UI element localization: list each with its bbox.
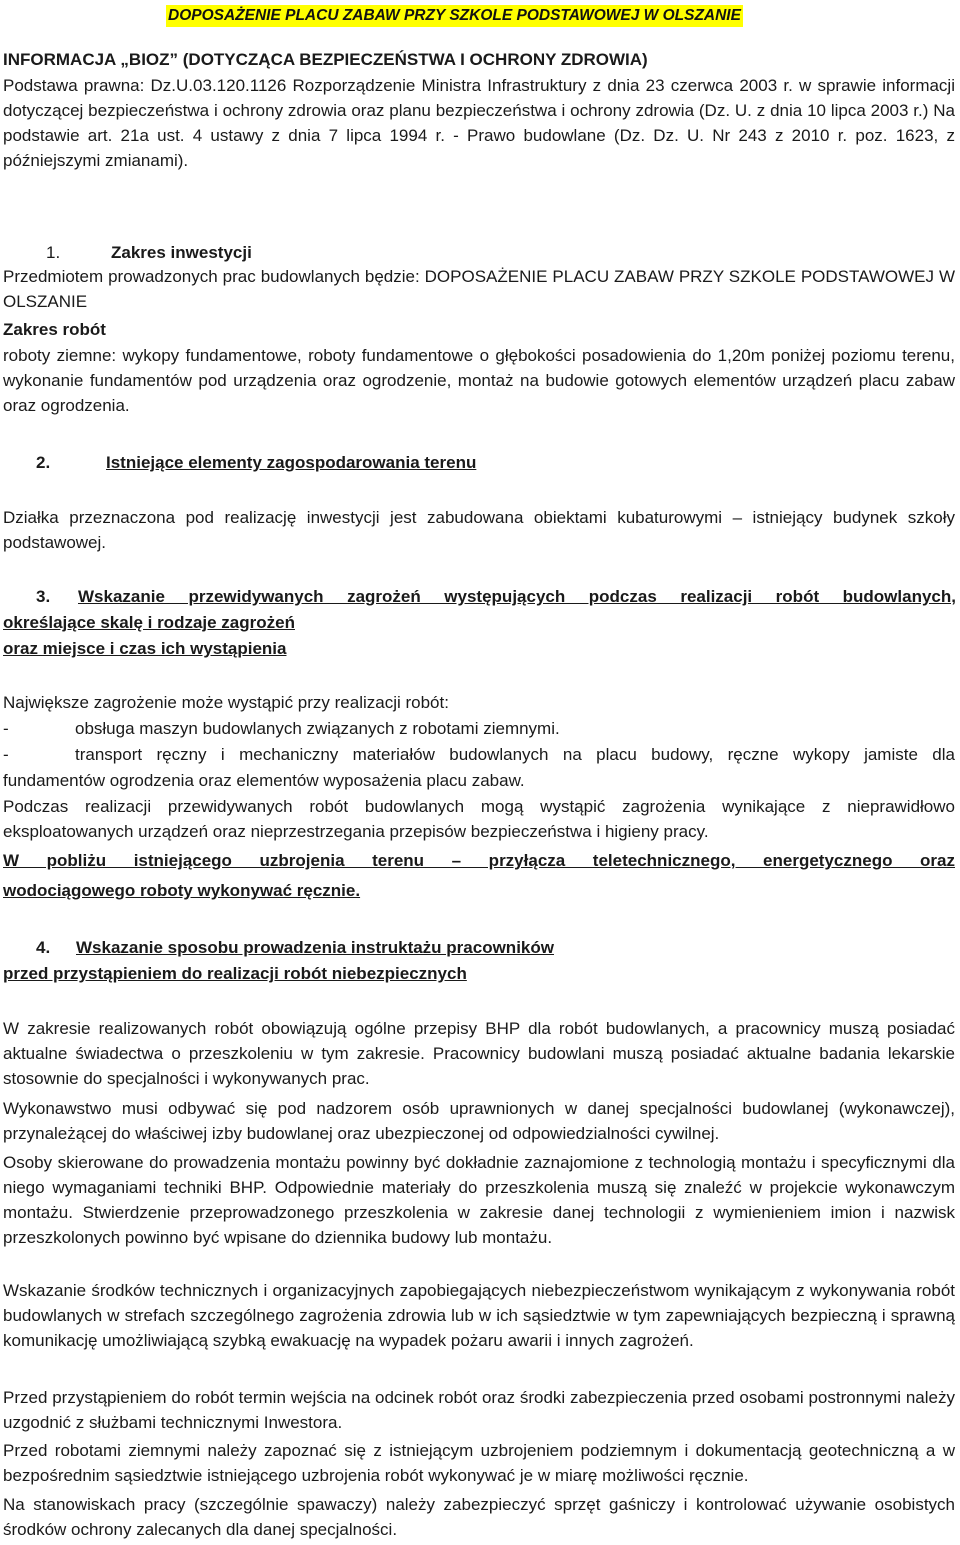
section-4-number: 4.	[36, 938, 51, 957]
section-1-number: 1.	[46, 243, 61, 262]
hazard-list-item	[3, 716, 955, 741]
document-banner: DOPOSAŻENIE PLACU ZABAW PRZY SZKOLE PODSTAWOWEJ W OLSZANIE	[166, 5, 743, 27]
section-1-subtitle: Zakres robót	[3, 320, 106, 339]
list-dash: -	[3, 745, 9, 764]
section-3-title-line3: oraz miejsce i czas ich wystąpienia	[3, 639, 287, 658]
section-4-title-line1: Wskazanie sposobu prowadzenia instruktażu pracowników	[76, 938, 554, 957]
section-4-heading-line1	[36, 935, 936, 960]
section-1-scope-text: roboty ziemne: wykopy fundamentowe, roboty fundamentowe o głębokości posadowienia do 1,20m poniżej poziomu terenu, wykonanie fundamentów pod urządzenia oraz ogrodzenie, montaż na budowie gotowych elementów urządzeń placu zabaw oraz ogrodzenia.	[3, 346, 955, 415]
section-4-title-line2: przed przystąpieniem do realizacji robót niebezpiecznych	[3, 964, 467, 983]
section-4-paragraph: Na stanowiskach pracy (szczególnie spawaczy) należy zabezpieczyć sprzęt gaśniczy i kontrolować używanie osobistych środków ochrony zalecanych dla danej specjalności.	[3, 1495, 955, 1539]
section-4-paragraph: Przed przystąpieniem do robót termin wejścia na odcinek robót oraz środki zabezpieczenia przed osobami postronnymi należy uzgodnić z służbami technicznymi Inwestora.	[3, 1388, 955, 1432]
warning-line2: wodociągowego roboty wykonywać ręcznie.	[3, 881, 361, 900]
section-2-heading	[36, 450, 936, 475]
section-4-paragraph: W zakresie realizowanych robót obowiązują ogólne przepisy BHP dla robót budowlanych, a pracownicy muszą posiadać aktualne świadectwa o przeszkoleniu w tym zakresie. Pracownicy budowlani muszą posiadać aktualne badania lekarskie stosownie do specjalności i wykonywanych prac.	[3, 1019, 955, 1088]
section-3-title-line1: Wskazanie przewidywanych zagrożeń występujących podczas realizacji robót budowlanych,	[78, 587, 956, 606]
warning-line1: W pobliżu istniejącego uzbrojenia terenu – przyłącza teletechnicznego, energetycznego oraz	[3, 851, 955, 870]
section-4-paragraph: Wykonawstwo musi odbywać się pod nadzorem osób uprawnionych w danej specjalności budowlanej (wykonawczej), przynależącej do właściwej izby budowlanej oraz ubezpieczonej od odpowiedzialności cywilnej.	[3, 1099, 955, 1143]
section-4-paragraph: Wskazanie środków technicznych i organizacyjnych zapobiegających niebezpieczeństwom wynikającym z wykonywania robót budowlanych w strefach szczególnego zagrożenia zdrowia lub w ich sąsiedztwie w tym zapewniających bezpieczną i sprawną komunikację umożliwiającą szybką ewakuację na wypadek pożaru awarii i innych zagrożeń.	[3, 1281, 955, 1350]
section-3-number: 3.	[36, 587, 51, 606]
section-1-title: Zakres inwestycji	[111, 243, 252, 262]
hazard-text: obsługa maszyn budowlanych związanych z robotami ziemnymi.	[75, 719, 560, 738]
section-3-intro: Największe zagrożenie może wystąpić przy realizacji robót:	[3, 693, 449, 712]
list-dash: -	[3, 719, 9, 738]
hazard-text-line1: transport ręczny i mechaniczny materiałów budowlanych na placu budowy, ręczne wykopy jamiste dla	[75, 745, 955, 764]
section-2-text: Działka przeznaczona pod realizację inwestycji jest zabudowana obiektami kubaturowymi – istniejący budynek szkoły podstawowej.	[3, 508, 955, 552]
hazard-list-item	[3, 742, 955, 767]
legal-basis-paragraph: Podstawa prawna: Dz.U.03.120.1126 Rozporządzenie Ministra Infrastruktury z dnia 23 czerwca 2003 r. w sprawie informacji dotyczącej bezpieczeństwa i ochrony zdrowia oraz planu bezpieczeństwa i ochrony zdrowia (Dz. U. z dnia 10 lipca 2003 r.) Na podstawie art. 21a ust. 4 ustawy z dnia 7 lipca 1994 r. - Prawo budowlane (Dz. Dz. U. Nr 243 z 2010 r. poz. 1623, z późniejszymi zmianami).	[3, 76, 955, 170]
section-2-number: 2.	[36, 453, 51, 472]
section-2-title: Istniejące elementy zagospodarowania terenu	[106, 453, 477, 472]
section-1-heading	[46, 240, 946, 265]
section-3-heading-line1	[36, 584, 956, 609]
hazard-text-line2: fundamentów ogrodzenia oraz elementów wyposażenia placu zabaw.	[3, 771, 525, 790]
section-4-paragraph: Osoby skierowane do prowadzenia montażu powinny być dokładnie zaznajomione z technologią montażu i specyficznymi dla niego wymaganiami techniki BHP. Odpowiednie materiały do przeszkolenia muszą się znaleźć w projekcie wykonawczym montażu. Stwierdzenie przeprowadzonego przeszkolenia w zakresie danej technologii z wymienieniem imion i nazwisk przeszkolonych powinno być wpisane do dziennika budowy lub montażu.	[3, 1153, 955, 1247]
section-4-paragraph: Przed robotami ziemnymi należy zapoznać się z istniejącym uzbrojeniem podziemnym i dokumentacją geotechniczną a w bezpośrednim sąsiedztwie istniejącego uzbrojenia robót wykonywać je w miarę możliwości ręcznie.	[3, 1441, 955, 1485]
section-1-intro: Przedmiotem prowadzonych prac budowlanych będzie: DOPOSAŻENIE PLACU ZABAW PRZY SZKOLE PODSTAWOWEJ W OLSZANIE	[3, 267, 955, 311]
document-title: INFORMACJA „BIOZ” (DOTYCZĄCA BEZPIECZEŃSTWA I OCHRONY ZDROWIA)	[3, 50, 648, 69]
section-3-paragraph: Podczas realizacji przewidywanych robót budowlanych mogą wystąpić zagrożenia wynikające z nieprawidłowo eksploatowanych urządzeń oraz nieprzestrzegania przepisów bezpieczeństwa i higieny pracy.	[3, 797, 955, 841]
section-3-title-line2: określające skalę i rodzaje zagrożeń	[3, 613, 295, 632]
